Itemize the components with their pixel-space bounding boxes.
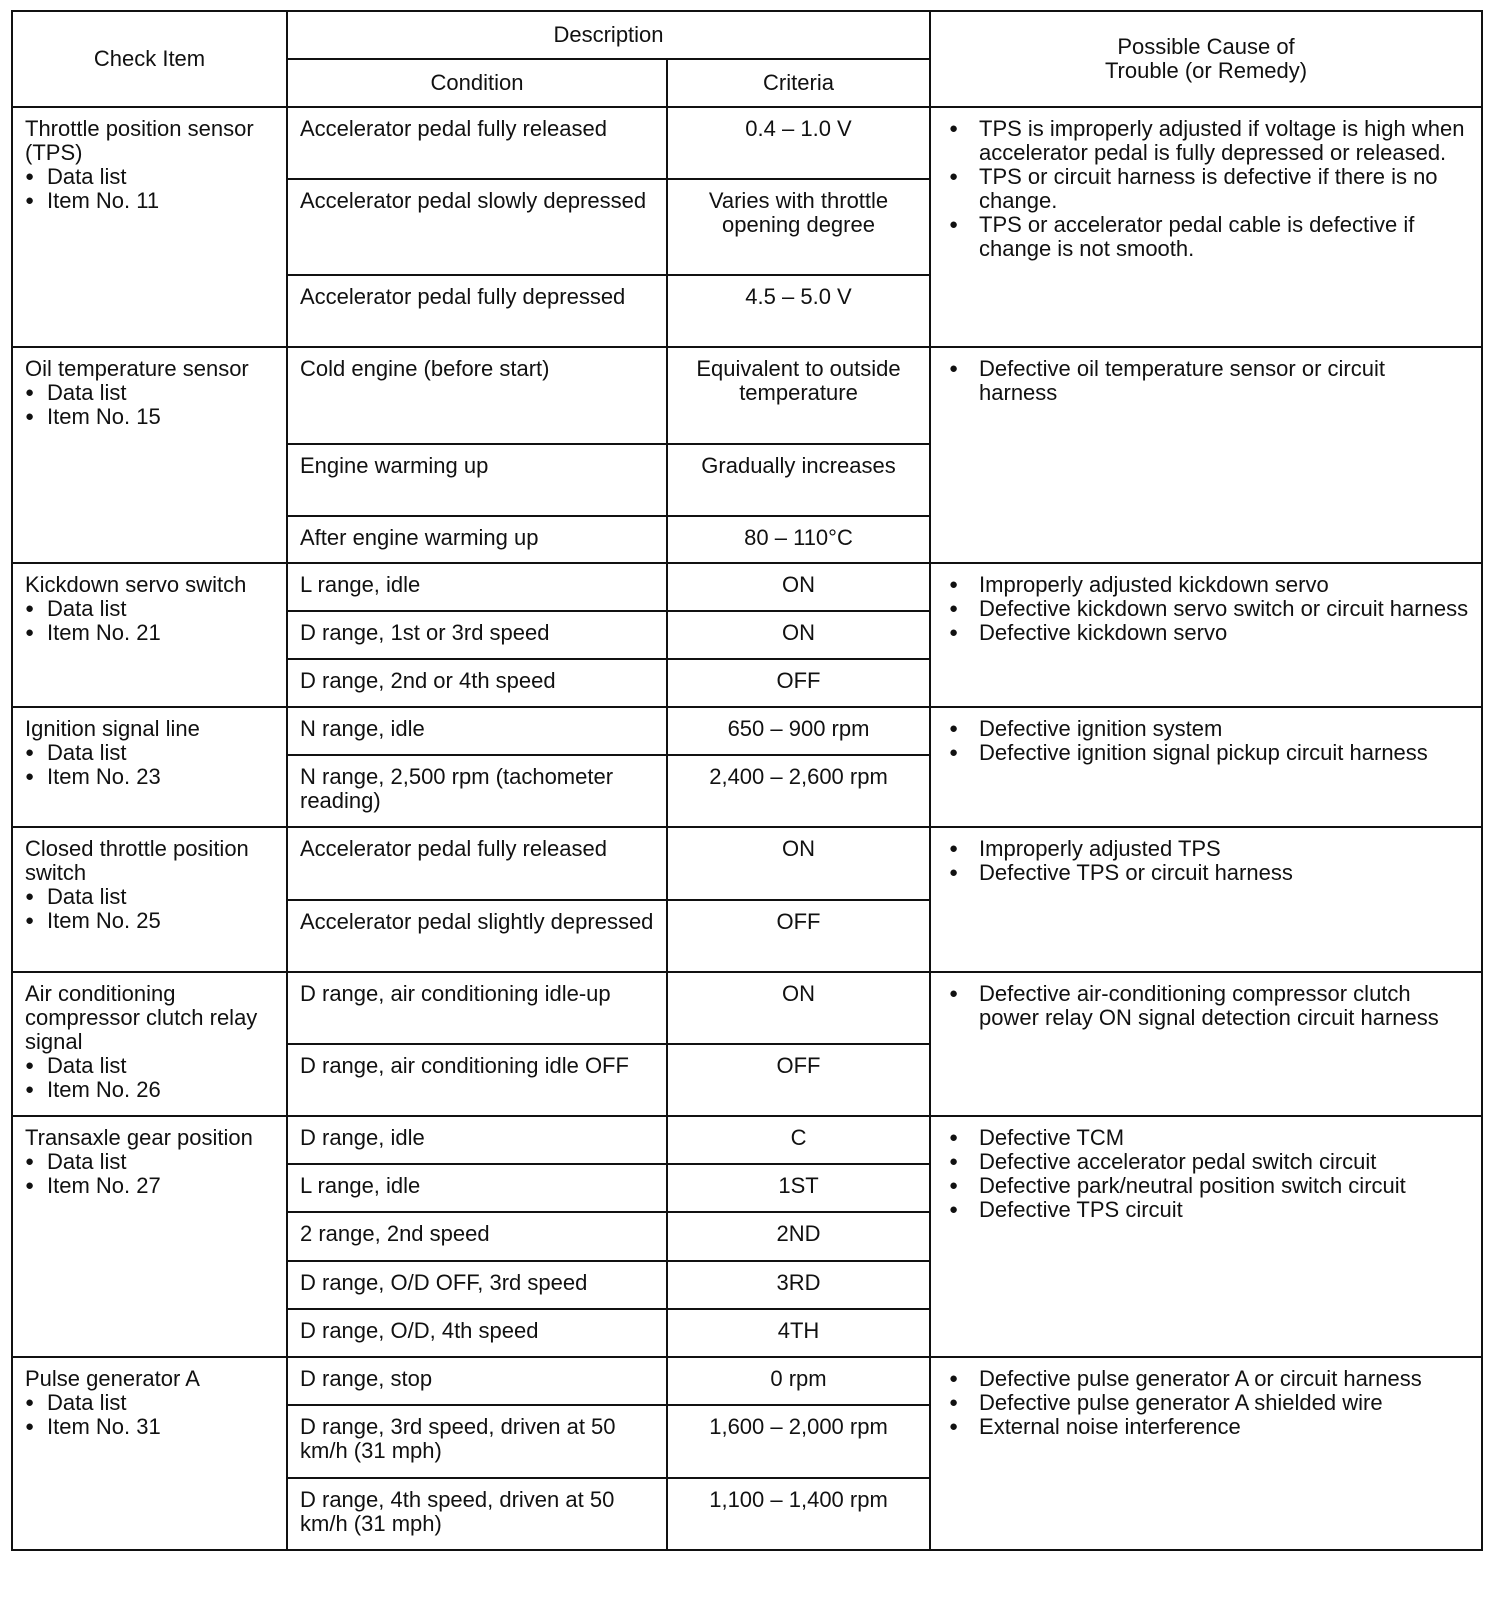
check-item-bullet: ● Data list [25, 381, 274, 405]
criteria-cell: 650 – 900 rpm [667, 707, 930, 755]
criteria-cell: 4.5 – 5.0 V [667, 275, 930, 347]
check-item-bullets [25, 381, 274, 429]
table-row [12, 563, 1482, 611]
check-item-bullets [25, 597, 274, 645]
check-item-bullets [25, 1391, 274, 1439]
check-item-name: Kickdown servo switch [25, 572, 247, 597]
condition-cell: L range, idle [287, 563, 667, 611]
check-item-bullet: ● Data list [25, 885, 274, 909]
check-item-cell [12, 972, 287, 1116]
criteria-cell: 0.4 – 1.0 V [667, 107, 930, 179]
check-item-bullet: ● Item No. 27 [25, 1174, 274, 1198]
criteria-cell: C [667, 1116, 930, 1164]
cause-item: ● Defective kickdown servo switch or circuit harness [943, 597, 1469, 621]
cause-item: ● Defective air-conditioning compressor clutch power relay ON signal detection circuit harness [943, 982, 1469, 1030]
diagnostic-table [11, 10, 1483, 1551]
condition-cell: D range, idle [287, 1116, 667, 1164]
criteria-cell: 2,400 – 2,600 rpm [667, 755, 930, 827]
criteria-cell: 1ST [667, 1164, 930, 1212]
criteria-cell: 80 – 110°C [667, 516, 930, 563]
check-item-bullet: ● Item No. 26 [25, 1078, 274, 1102]
check-item-bullets [25, 885, 274, 933]
cause-item: ● TPS or accelerator pedal cable is defective if change is not smooth. [943, 213, 1469, 261]
condition-cell: D range, stop [287, 1357, 667, 1405]
check-item-bullet: ● Item No. 23 [25, 765, 274, 789]
condition-cell: Accelerator pedal slightly depressed [287, 900, 667, 972]
condition-cell: D range, 4th speed, driven at 50 km/h (31 mph) [287, 1478, 667, 1550]
cause-list [943, 357, 1469, 405]
table-row [12, 1357, 1482, 1405]
criteria-cell: OFF [667, 900, 930, 972]
check-item-cell [12, 827, 287, 972]
check-item-bullet: ● Data list [25, 741, 274, 765]
cause-item: ● Defective TPS or circuit harness [943, 861, 1469, 885]
check-item-cell [12, 1116, 287, 1357]
check-item-bullet: ● Item No. 25 [25, 909, 274, 933]
check-item-bullets [25, 1150, 274, 1198]
possible-cause-cell [930, 563, 1482, 707]
cause-item: ● Defective ignition signal pickup circuit harness [943, 741, 1469, 765]
check-item-cell [12, 707, 287, 827]
header-condition: Condition [287, 59, 667, 107]
cause-item: ● Defective pulse generator A shielded wire [943, 1391, 1469, 1415]
cause-item: ● External noise interference [943, 1415, 1469, 1439]
possible-cause-cell [930, 1116, 1482, 1357]
cause-list [943, 573, 1469, 645]
condition-cell: Accelerator pedal fully released [287, 107, 667, 179]
check-item-name: Pulse generator A [25, 1366, 200, 1391]
cause-list [943, 982, 1469, 1030]
table-row [12, 107, 1482, 179]
table-row [12, 972, 1482, 1044]
condition-cell: After engine warming up [287, 516, 667, 563]
criteria-cell: ON [667, 563, 930, 611]
cause-list [943, 717, 1469, 765]
possible-cause-cell [930, 347, 1482, 563]
check-item-bullet: ● Data list [25, 597, 274, 621]
condition-cell: N range, 2,500 rpm (tachometer reading) [287, 755, 667, 827]
check-item-cell [12, 563, 287, 707]
header-criteria: Criteria [667, 59, 930, 107]
condition-cell: D range, 3rd speed, driven at 50 km/h (31 mph) [287, 1405, 667, 1478]
criteria-cell: Varies with throttle opening degree [667, 179, 930, 275]
table-row [12, 347, 1482, 444]
table-row [12, 707, 1482, 755]
cause-item: ● Defective pulse generator A or circuit harness [943, 1367, 1469, 1391]
check-item-bullet: ● Data list [25, 1150, 274, 1174]
condition-cell: D range, O/D OFF, 3rd speed [287, 1261, 667, 1309]
cause-item: ● Improperly adjusted kickdown servo [943, 573, 1469, 597]
table-row [12, 1116, 1482, 1164]
cause-list [943, 117, 1469, 261]
criteria-cell: 2ND [667, 1212, 930, 1261]
criteria-cell: 4TH [667, 1309, 930, 1357]
header-check-item: Check Item [12, 11, 287, 107]
header-possible-cause [930, 11, 1482, 107]
criteria-cell: 3RD [667, 1261, 930, 1309]
criteria-cell: OFF [667, 659, 930, 707]
check-item-name: Oil temperature sensor [25, 356, 249, 381]
condition-cell: D range, air conditioning idle-up [287, 972, 667, 1044]
cause-item: ● Improperly adjusted TPS [943, 837, 1469, 861]
check-item-bullet: ● Item No. 11 [25, 189, 274, 213]
condition-cell: D range, 2nd or 4th speed [287, 659, 667, 707]
condition-cell: Accelerator pedal slowly depressed [287, 179, 667, 275]
condition-cell: D range, air conditioning idle OFF [287, 1044, 667, 1116]
possible-cause-cell [930, 1357, 1482, 1550]
condition-cell: D range, 1st or 3rd speed [287, 611, 667, 659]
cause-list [943, 1367, 1469, 1439]
possible-cause-cell [930, 707, 1482, 827]
criteria-cell: ON [667, 611, 930, 659]
criteria-cell: Equivalent to outside temperature [667, 347, 930, 444]
check-item-cell [12, 347, 287, 563]
possible-cause-cell [930, 107, 1482, 347]
condition-cell: L range, idle [287, 1164, 667, 1212]
cause-item: ● Defective ignition system [943, 717, 1469, 741]
table-body [12, 107, 1482, 1550]
condition-cell: N range, idle [287, 707, 667, 755]
header-description: Description [287, 11, 930, 59]
check-item-bullet: ● Data list [25, 1391, 274, 1415]
table-row [12, 827, 1482, 900]
check-item-bullet: ● Item No. 15 [25, 405, 274, 429]
check-item-bullets [25, 165, 274, 213]
check-item-name: Ignition signal line [25, 716, 200, 741]
criteria-cell: OFF [667, 1044, 930, 1116]
check-item-name: Throttle position sensor (TPS) [25, 116, 254, 165]
cause-item: ● Defective TCM [943, 1126, 1469, 1150]
criteria-cell: 0 rpm [667, 1357, 930, 1405]
check-item-name: Transaxle gear position [25, 1125, 253, 1150]
check-item-bullet: ● Data list [25, 165, 274, 189]
check-item-bullet: ● Data list [25, 1054, 274, 1078]
criteria-cell: 1,100 – 1,400 rpm [667, 1478, 930, 1550]
possible-cause-cell [930, 827, 1482, 972]
cause-item: ● TPS is improperly adjusted if voltage is high when accelerator pedal is fully depressed or released. [943, 117, 1469, 165]
criteria-cell: ON [667, 972, 930, 1044]
check-item-name: Closed throttle position switch [25, 836, 249, 885]
cause-list [943, 837, 1469, 885]
condition-cell: D range, O/D, 4th speed [287, 1309, 667, 1357]
cause-item: ● Defective park/neutral position switch circuit [943, 1174, 1469, 1198]
check-item-bullet: ● Item No. 31 [25, 1415, 274, 1439]
check-item-cell [12, 107, 287, 347]
header-possible-cause-text: Possible Cause of Trouble (or Remedy) [1104, 34, 1308, 83]
cause-item: ● Defective accelerator pedal switch circuit [943, 1150, 1469, 1174]
possible-cause-cell [930, 972, 1482, 1116]
cause-item: ● Defective kickdown servo [943, 621, 1469, 645]
cause-list [943, 1126, 1469, 1222]
cause-item: ● TPS or circuit harness is defective if there is no change. [943, 165, 1469, 213]
cause-item: ● Defective TPS circuit [943, 1198, 1469, 1222]
check-item-cell [12, 1357, 287, 1550]
condition-cell: Cold engine (before start) [287, 347, 667, 444]
check-item-bullet: ● Item No. 21 [25, 621, 274, 645]
criteria-cell: Gradually increases [667, 444, 930, 516]
condition-cell: Engine warming up [287, 444, 667, 516]
condition-cell: Accelerator pedal fully depressed [287, 275, 667, 347]
check-item-name: Air conditioning compressor clutch relay signal [25, 981, 258, 1054]
condition-cell: 2 range, 2nd speed [287, 1212, 667, 1261]
criteria-cell: ON [667, 827, 930, 900]
table-header [12, 11, 1482, 107]
check-item-bullets [25, 1054, 274, 1102]
check-item-bullets [25, 741, 274, 789]
criteria-cell: 1,600 – 2,000 rpm [667, 1405, 930, 1478]
condition-cell: Accelerator pedal fully released [287, 827, 667, 900]
cause-item: ● Defective oil temperature sensor or circuit harness [943, 357, 1469, 405]
